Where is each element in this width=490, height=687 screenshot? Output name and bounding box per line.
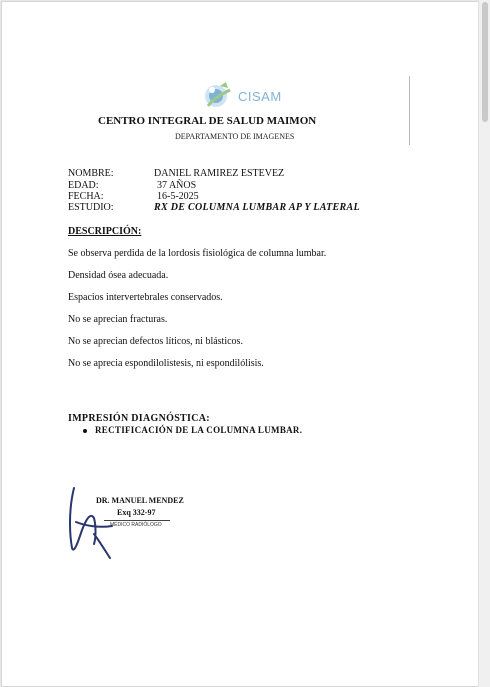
age-label: EDAD: <box>68 180 99 191</box>
department-name: DEPARTAMENTO DE IMAGENES <box>175 132 295 141</box>
impression-list <box>83 425 302 435</box>
impression-title: IMPRESIÓN DIAGNÓSTICA: <box>68 413 210 424</box>
scrollbar-thumb[interactable] <box>482 2 488 122</box>
finding-item: No se aprecian defectos líticos, ni blásticos. <box>68 336 243 347</box>
finding-item: No se aprecian fracturas. <box>68 314 168 325</box>
finding-item: Densidad ósea adecuada. <box>68 270 169 281</box>
finding-item: Se observa perdida de la lordosis fisiológica de columna lumbar. <box>68 248 327 259</box>
vertical-scrollbar[interactable] <box>478 0 490 687</box>
finding-item: Espacios intervertebrales conservados. <box>68 292 223 303</box>
page-margin-marker <box>409 76 410 145</box>
bullet-icon <box>83 429 87 433</box>
name-label: NOMBRE: <box>68 168 114 179</box>
doctor-role: MÉDICO RADIÓLOGO <box>110 522 162 528</box>
study-value: RX DE COLUMNA LUMBAR AP Y LATERAL <box>154 202 360 213</box>
impression-item-text: RECTIFICACIÓN DE LA COLUMNA LUMBAR. <box>95 425 303 435</box>
study-label: ESTUDIO: <box>68 202 114 213</box>
doctor-exequatur: Exq 332-97 <box>117 508 156 517</box>
signature-line <box>104 520 170 521</box>
logo-text: CISAM <box>238 89 282 104</box>
doctor-name: DR. MANUEL MENDEZ <box>96 496 184 505</box>
organization-name: CENTRO INTEGRAL DE SALUD MAIMON <box>98 115 317 127</box>
finding-item: No se aprecia espondilolistesis, ni espondilólisis. <box>68 358 264 369</box>
date-label: FECHA: <box>68 191 104 202</box>
impression-item <box>83 425 302 435</box>
description-title: DESCRIPCIÓN: <box>68 226 142 237</box>
date-value: 16-5-2025 <box>157 191 199 202</box>
age-value: 37 AÑOS <box>157 180 197 191</box>
name-value: DANIEL RAMIREZ ESTEVEZ <box>154 168 285 179</box>
